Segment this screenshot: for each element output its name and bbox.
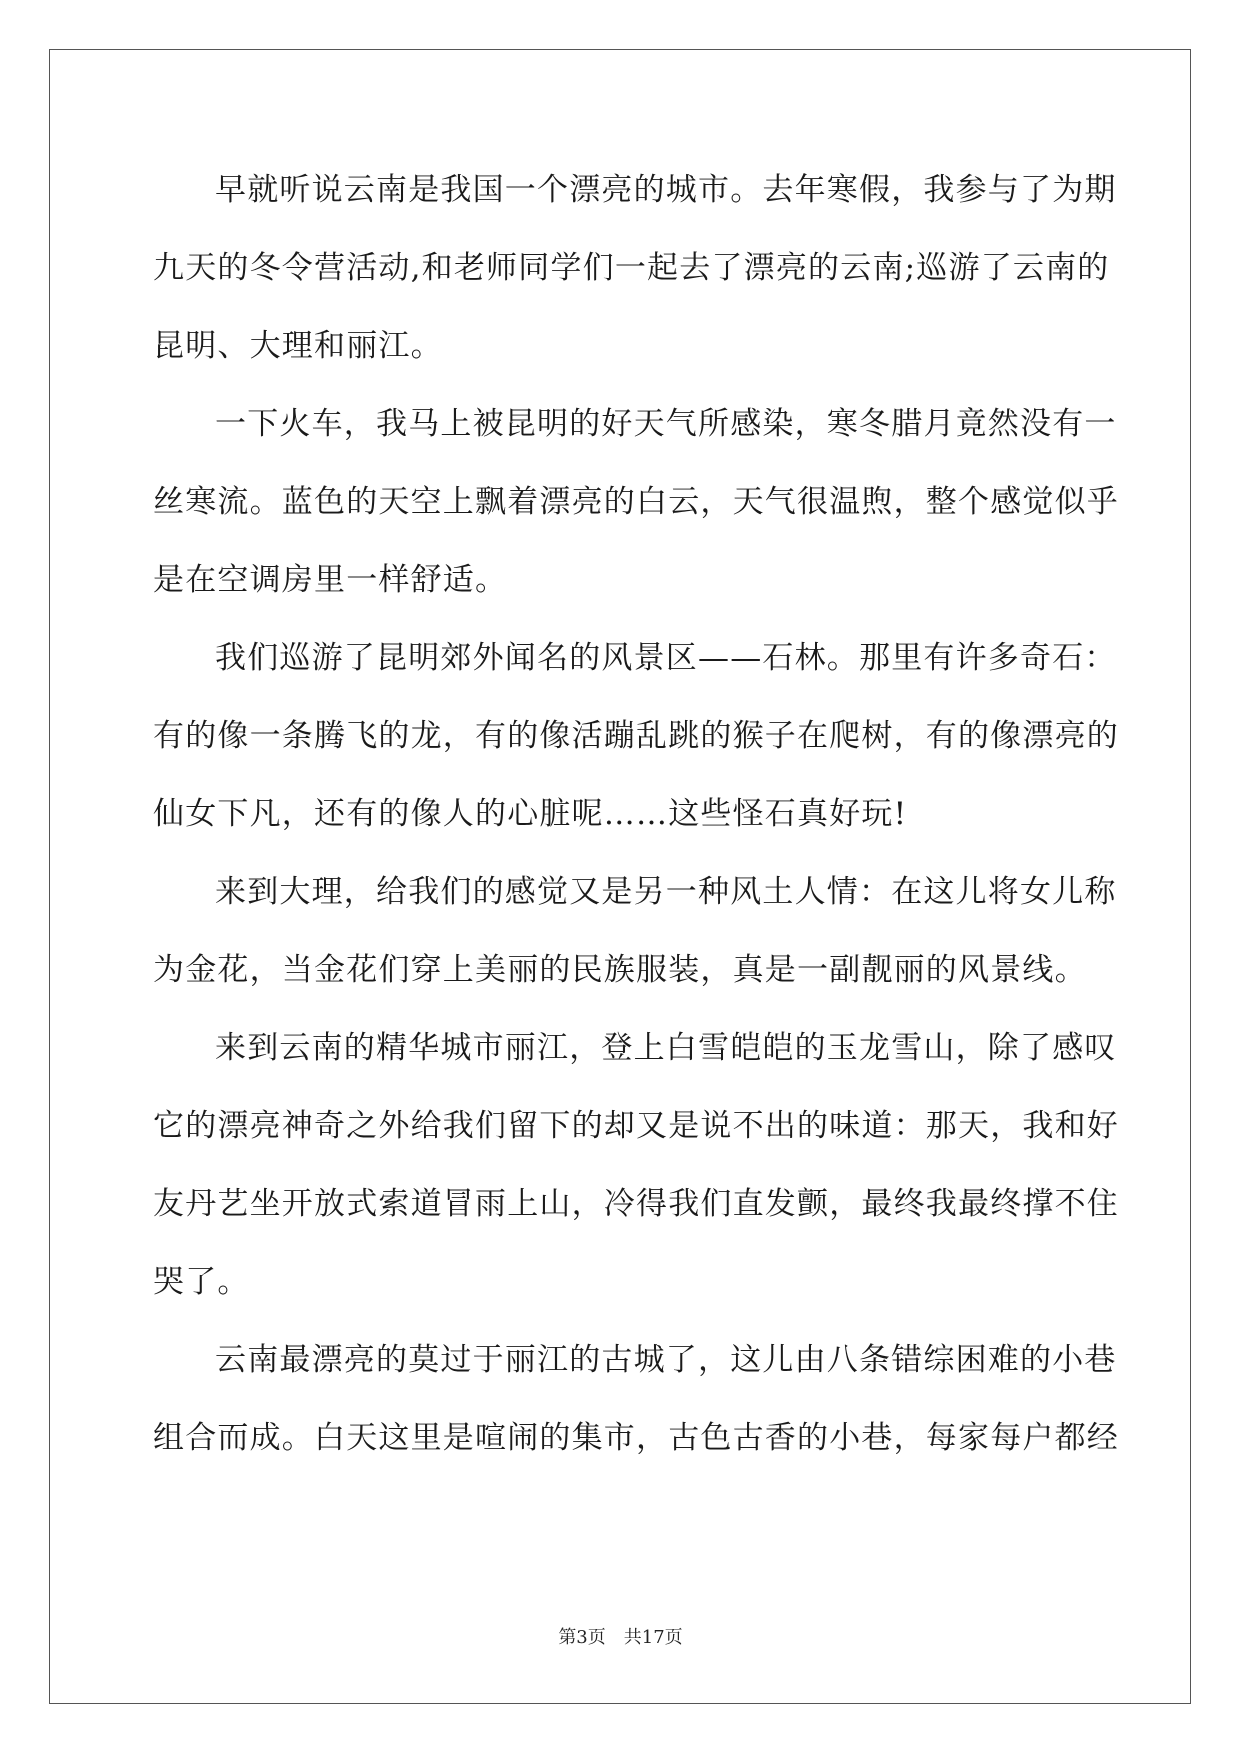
page-number-footer: 第3页 共17页 — [558, 1627, 683, 1648]
text-line: 来到大理，给我们的感觉又是另一种风土人情：在这儿将女儿称 — [215, 874, 1117, 910]
text-line: 来到云南的精华城市丽江，登上白雪皑皑的玉龙雪山，除了感叹 — [215, 1030, 1117, 1066]
paragraph-5 — [153, 1020, 1119, 1332]
text-line: 是在空调房里一样舒适。 — [153, 562, 508, 598]
text-line: 九天的冬令营活动,和老师同学们一起去了漂亮的云南;巡游了云南的 — [153, 250, 1110, 286]
text-line: 丝寒流。蓝色的天空上飘着漂亮的白云，天气很温煦，整个感觉似乎 — [153, 484, 1119, 520]
text-line: 哭了。 — [153, 1264, 250, 1300]
paragraph-6 — [153, 1332, 1119, 1488]
text-line: 它的漂亮神奇之外给我们留下的却又是说不出的味道：那天，我和好 — [153, 1108, 1119, 1144]
paragraph-1 — [153, 162, 1117, 396]
text-line: 我们巡游了昆明郊外闻名的风景区——石林。那里有许多奇石： — [215, 640, 1117, 676]
text-line: 早就听说云南是我国一个漂亮的城市。去年寒假，我参与了为期 — [215, 172, 1117, 208]
text-line: 仙女下凡，还有的像人的心脏呢……这些怪石真好玩! — [153, 796, 908, 832]
text-line: 昆明、大理和丽江。 — [153, 328, 443, 364]
document-body — [153, 162, 1119, 1488]
text-line: 云南最漂亮的莫过于丽江的古城了，这儿由八条错综困难的小巷 — [215, 1342, 1117, 1378]
text-line: 一下火车，我马上被昆明的好天气所感染，寒冬腊月竟然没有一 — [215, 406, 1117, 442]
paragraph-4 — [153, 864, 1117, 1020]
paragraph-3 — [153, 630, 1119, 864]
text-line: 为金花，当金花们穿上美丽的民族服装，真是一副靓丽的风景线。 — [153, 952, 1087, 988]
paragraph-2 — [153, 396, 1119, 630]
text-line: 友丹艺坐开放式索道冒雨上山，冷得我们直发颤，最终我最终撑不住 — [153, 1186, 1119, 1222]
text-line: 组合而成。白天这里是喧闹的集市，古色古香的小巷，每家每户都经 — [153, 1420, 1119, 1456]
text-line: 有的像一条腾飞的龙，有的像活蹦乱跳的猴子在爬树，有的像漂亮的 — [153, 718, 1119, 754]
